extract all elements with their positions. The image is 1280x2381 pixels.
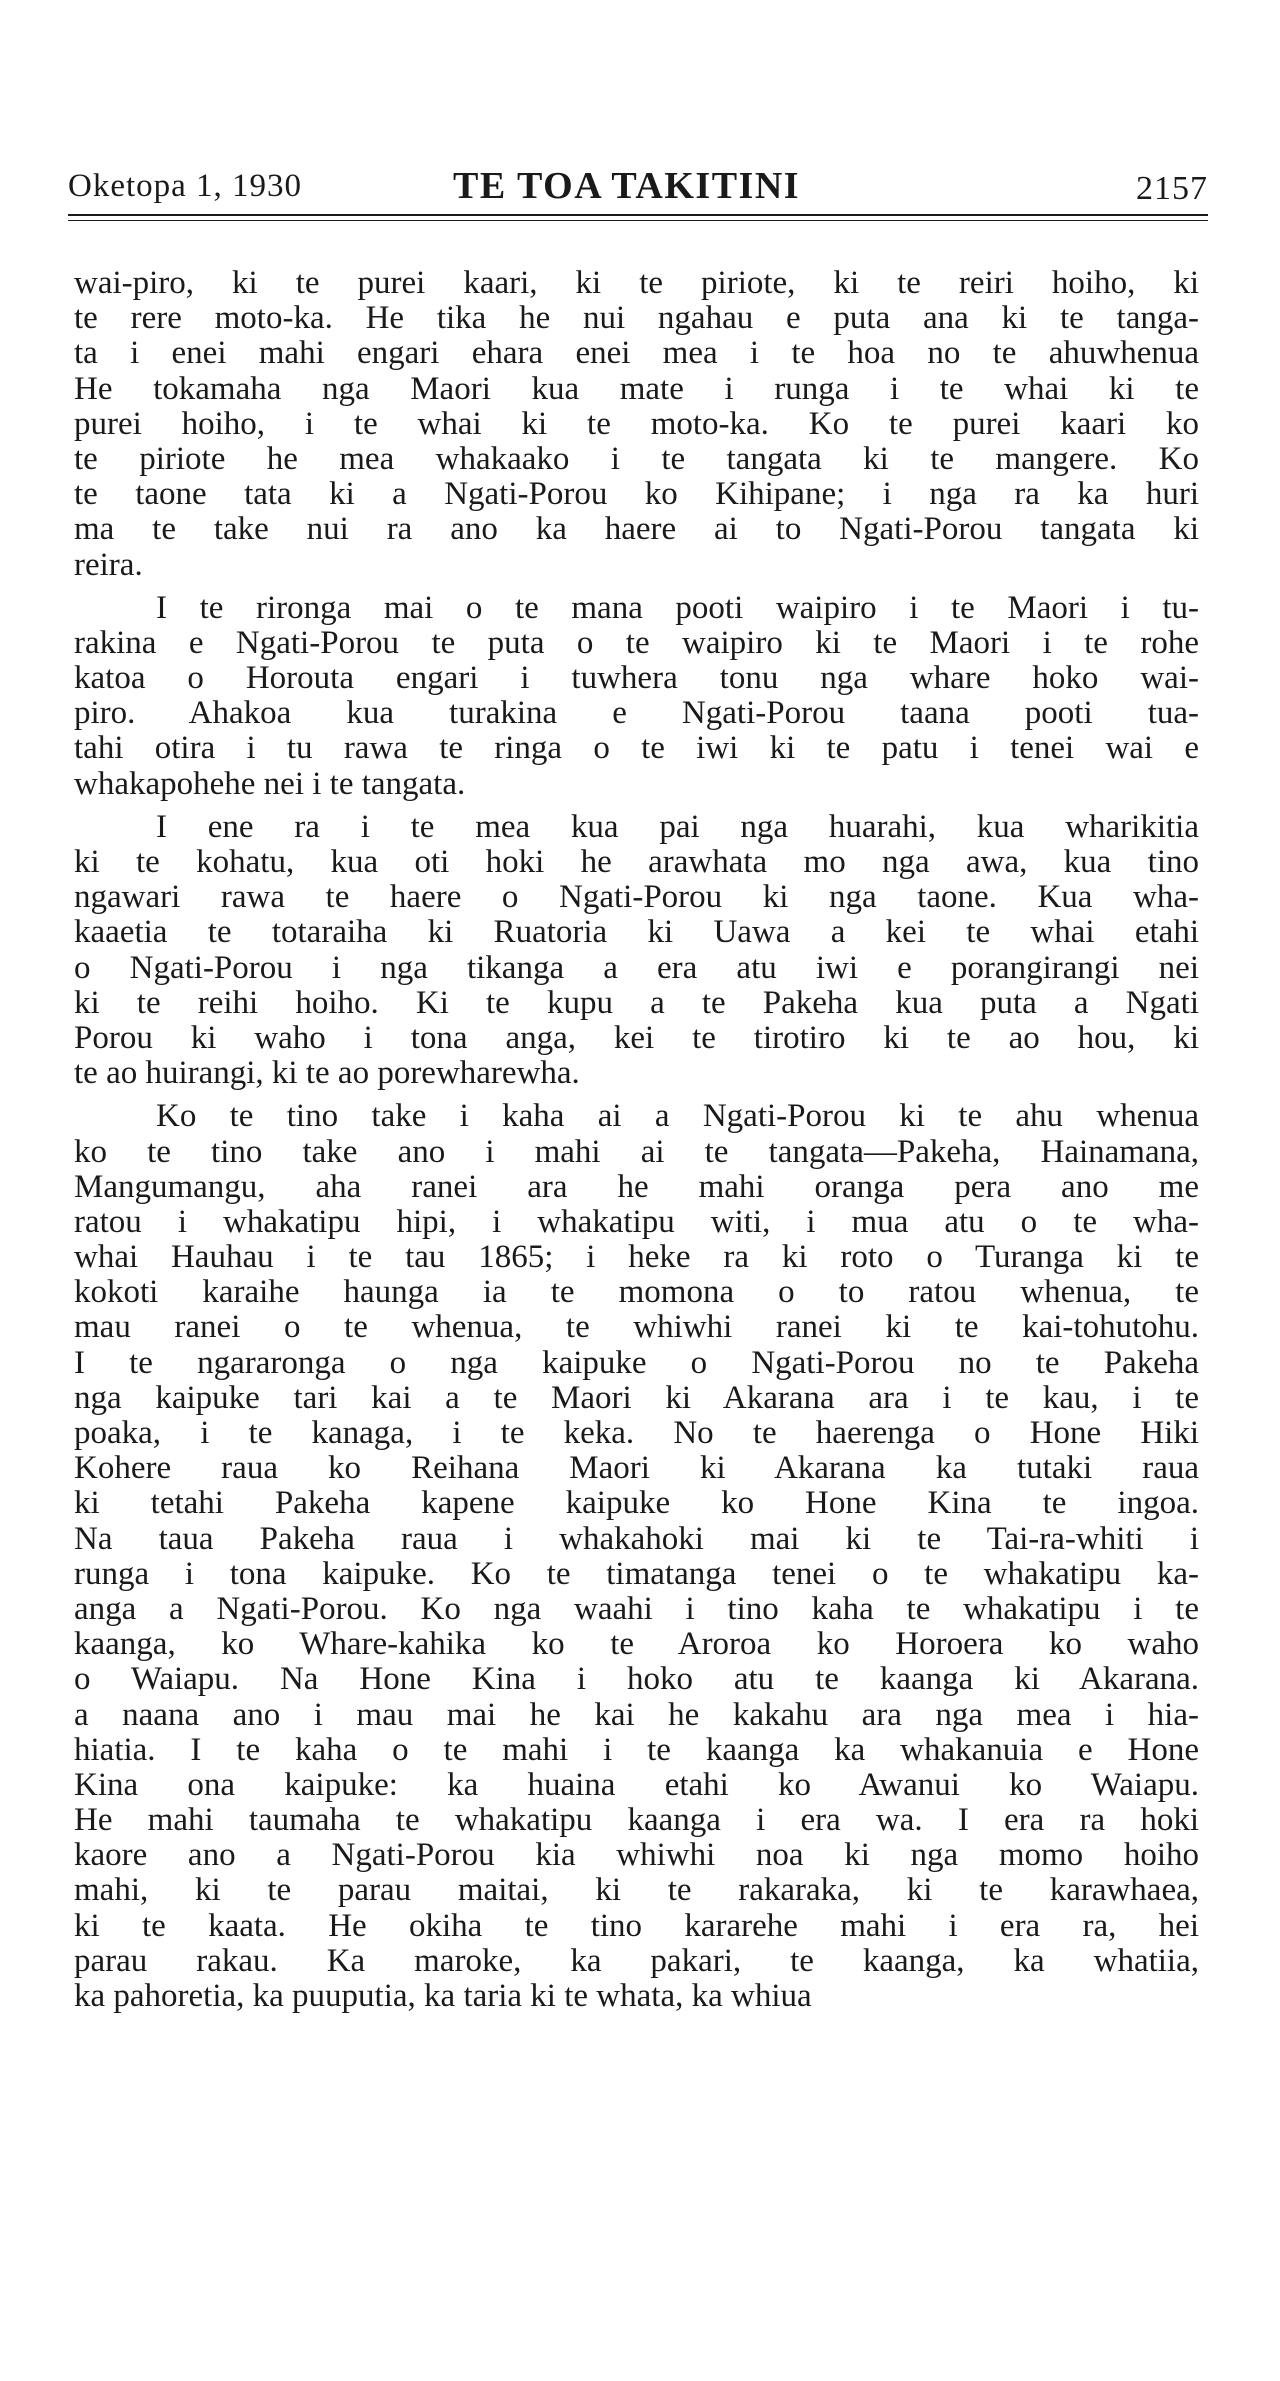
text-line: Kina ona kaipuke: ka huaina etahi ko Awanui ko Waiapu. [74, 1766, 1199, 1803]
text-line: Mangumangu, aha ranei ara he mahi oranga pera ano me [74, 1168, 1199, 1205]
text-line: ko te tino take ano i mahi ai te tangata—Pakeha, Hainamana, [74, 1133, 1199, 1170]
text-line: o Waiapu. Na Hone Kina i hoko atu te kaanga ki Akarana. [74, 1661, 1199, 1698]
text-line: te piriote he mea whakaako i te tangata ki te mangere. Ko [74, 440, 1199, 477]
body-text [74, 266, 1199, 2014]
text-line: ki tetahi Pakeha kapene kaipuke ko Hone Kina te ingoa. [74, 1485, 1199, 1522]
text-line: poaka, i te kanaga, i te keka. No te haerenga o Hone Hiki [74, 1415, 1199, 1451]
text-line: I te rironga mai o te mana pooti waipiro i te Maori i tu- [156, 589, 1199, 626]
text-line: a naana ano i mau mai he kai he kakahu ara nga mea i hia- [74, 1696, 1199, 1733]
text-line: tahi otira i tu rawa te ringa o te iwi ki te patu i tenei wai e [74, 730, 1199, 767]
text-line: mahi, ki te parau maitai, ki te rakaraka, ki te karawhaea, [74, 1872, 1199, 1909]
running-header [68, 165, 1208, 220]
paragraph [74, 266, 1199, 583]
text-line: whakapohehe nei i te tangata. [74, 765, 466, 802]
text-line: anga a Ngati-Porou. Ko nga waahi i tino kaha te whakatipu i te [74, 1590, 1199, 1627]
text-line: wai-piro, ki te purei kaari, ki te piriote, ki te reiri hoiho, ki [74, 265, 1199, 301]
text-line: I ene ra i te mea kua pai nga huarahi, kua wharikitia [156, 808, 1199, 845]
text-line: kokoti karaihe haunga ia te momona o to ratou whenua, te [74, 1274, 1199, 1311]
text-line: ki te kohatu, kua oti hoki he arawhata mo nga awa, kua tino [74, 844, 1199, 880]
text-line: rakina e Ngati-Porou te puta o te waipiro ki te Maori i te rohe [74, 624, 1199, 661]
text-line: o Ngati-Porou i nga tikanga a era atu iwi e porangirangi nei [74, 949, 1199, 986]
text-line: ngawari rawa te haere o Ngati-Porou ki nga taone. Kua wha- [74, 879, 1199, 916]
paragraph [74, 1099, 1199, 2014]
text-line: Porou ki waho i tona anga, kei te tirotiro ki te ao hou, ki [74, 1019, 1199, 1056]
text-line: nga kaipuke tari kai a te Maori ki Akarana ara i te kau, i te [74, 1379, 1199, 1416]
text-line: He tokamaha nga Maori kua mate i runga i te whai ki te [74, 370, 1199, 407]
text-line: kaaetia te totaraiha ki Ruatoria ki Uawa a kei te whai etahi [74, 914, 1199, 951]
text-line: reira. [74, 546, 143, 583]
text-line: ka pahoretia, ka puuputia, ka taria ki te whata, ka whiua [74, 1978, 812, 2014]
header-date: Oketopa 1, 1930 [68, 168, 303, 204]
text-line: parau rakau. Ka maroke, ka pakari, te kaanga, ka whatiia, [74, 1942, 1199, 1979]
page-number: 2157 [1136, 170, 1208, 207]
text-line: kaore ano a Ngati-Porou kia whiwhi noa ki nga momo hoiho [74, 1837, 1199, 1874]
text-line: whai Hauhau i te tau 1865; i heke ra ki roto o Turanga ki te [74, 1239, 1199, 1276]
paragraph [74, 591, 1199, 802]
text-line: te taone tata ki a Ngati-Porou ko Kihipane; i nga ra ka huri [74, 476, 1199, 513]
text-line: ki te reihi hoiho. Ki te kupu a te Pakeha kua puta a Ngati [74, 984, 1199, 1021]
text-line: katoa o Horouta engari i tuwhera tonu nga whare hoko wai- [74, 660, 1199, 697]
text-line: He mahi taumaha te whakatipu kaanga i era wa. I era ra hoki [74, 1802, 1199, 1839]
text-line: Na taua Pakeha raua i whakahoki mai ki te Tai-ra-whiti i [74, 1520, 1199, 1557]
text-line: piro. Ahakoa kua turakina e Ngati-Porou taana pooti tua- [74, 695, 1199, 732]
text-line: ki te kaata. He okiha te tino kararehe mahi i era ra, hei [74, 1907, 1199, 1944]
text-line: ta i enei mahi engari ehara enei mea i te hoa no te ahuwhenua [74, 335, 1199, 372]
text-line: Ko te tino take i kaha ai a Ngati-Porou ki te ahu whenua [156, 1098, 1199, 1135]
text-line: Kohere raua ko Reihana Maori ki Akarana ka tutaki raua [74, 1450, 1199, 1487]
text-line: purei hoiho, i te whai ki te moto-ka. Ko te purei kaari ko [74, 405, 1199, 442]
text-line: te ao huirangi, ki te ao porewharewha. [74, 1055, 580, 1092]
header-title: TE TOA TAKITINI [453, 165, 801, 207]
text-line: hiatia. I te kaha o te mahi i te kaanga ka whakanuia e Hone [74, 1731, 1199, 1768]
text-line: ma te take nui ra ano ka haere ai to Ngati-Porou tangata ki [74, 511, 1199, 548]
text-line: kaanga, ko Whare-kahika ko te Aroroa ko Horoera ko waho [74, 1626, 1199, 1663]
text-line: te rere moto-ka. He tika he nui ngahau e puta ana ki te tanga- [74, 300, 1199, 337]
paragraph [74, 810, 1199, 1092]
text-line: I te ngararonga o nga kaipuke o Ngati-Porou no te Pakeha [74, 1344, 1199, 1381]
text-line: runga i tona kaipuke. Ko te timatanga tenei o te whakatipu ka- [74, 1555, 1199, 1592]
header-rule-thin [68, 220, 1208, 221]
text-line: ratou i whakatipu hipi, i whakatipu witi, i mua atu o te wha- [74, 1203, 1199, 1240]
text-line: mau ranei o te whenua, te whiwhi ranei ki te kai-tohutohu. [74, 1309, 1199, 1346]
header-rule [68, 214, 1208, 216]
